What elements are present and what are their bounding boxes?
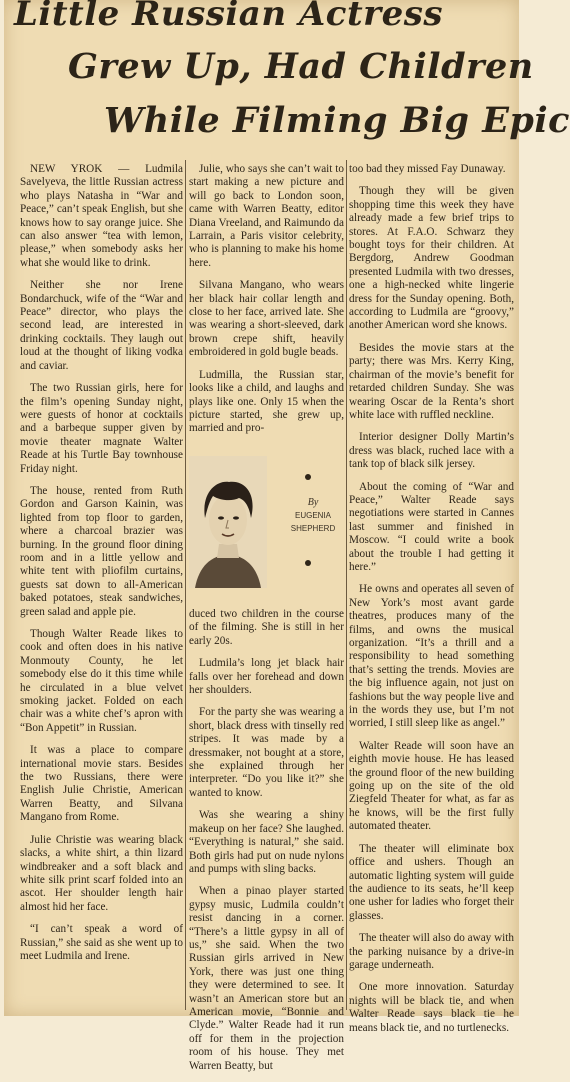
column-rule — [185, 160, 186, 1010]
paragraph: He owns and operates all seven of New York’s most avant garde theatres, produces many of the films, and owns the musical organization. “It’s a thrill and a responsibility to head something that’s setting the trends. Movies are the big influence again, not just on fashions but the way people live and in the words they use, but I’m not worried, I still sleep like as angel.” — [349, 583, 514, 730]
byline-name-first: EUGENIA — [294, 511, 331, 520]
paragraph: Julie Christie was wearing black slacks, a white shirt, a thin lizard windbreaker and a soft black and white silk print scarf folded into an ascot. Her shoulder length hair almost hid her face. — [20, 833, 183, 913]
headline-line-3: While Filming Big Epic — [104, 100, 570, 141]
article-column-3 — [349, 163, 514, 1044]
headline-line-2: Grew Up, Had Children — [68, 46, 534, 87]
paragraph: Ludmilla, the Russian star, looks like a child, and laughs and plays like one. Only 15 when the picture started, she grew up, married and pro- — [189, 368, 344, 435]
byline-name-last: SHEPHERD — [290, 524, 336, 533]
bullet-dot — [305, 474, 311, 480]
paragraph: Walter Reade will soon have an eighth movie house. He has leased the ground floor of the new building going up on the site of the old Ziegfeld Theater for what, as far as he knows, will be the first fully automated theater. — [349, 739, 514, 833]
paragraph: NEW YROK — Ludmila Savelyeva, the little Russian actress who plays Natasha in “War and Peace,” can’t speak English, but she knows how to say orange juice. She can also answer “tea with lemon, please,” when somebody asks her what she would like to drink. — [20, 163, 183, 269]
paragraph: Was she wearing a shiny makeup on her face? She laughed. “Everything is natural,” she said. Both girls had put on nude nylons and pumps with sling backs. — [189, 809, 344, 875]
article-column-2-top — [189, 163, 344, 445]
article-column-2-bottom — [189, 608, 344, 1082]
paragraph: Though they will be given shopping time this week they have already made a few brief trips to stores. At F.A.O. Schwarz they bought toys for their children. At Bergdorg, Andrew Goodman presented Ludmila with two dresses, one a high-necked white lingerie dress for the Sunday opening. Both, according to Ludmila are “groovy,” another American word she knows. — [349, 185, 514, 332]
paragraph: Julie, who says she can’t wait to start making a new picture and will go back to London soon, came with Warren Beatty, editor Diana Vreeland, and Raimundo da Larrain, a Paris visitor celebrity, who is planning to make his home here. — [189, 163, 344, 269]
paragraph: too bad they missed Fay Dunaway. — [349, 163, 506, 175]
paragraph: Though Walter Reade likes to cook and often does in his native Monmouty County, he let somebody else do it this time while he circulated in a blue velvet smoking jacket. Folded on each chair was a white chef’s apron with “Bon Appetit” in Russian. — [20, 628, 183, 734]
column-rule — [346, 160, 347, 1010]
paragraph: Neither she nor Irene Bondarchuck, wife of the “War and Peace” director, who plays the second lead, are interested in drinking cocktails. They laugh out loud at the thought of liking vodka and caviar. — [20, 279, 183, 372]
paragraph: The theater will also do away with the parking nuisance by a drive-in garage underneath. — [349, 932, 514, 971]
paragraph: “I can’t speak a word of Russian,” she said as she went up to meet Ludmila and Irene. — [20, 923, 183, 962]
author-portrait — [189, 456, 267, 588]
bullet-dot — [305, 560, 311, 566]
paragraph: The house, rented from Ruth Gordon and Garson Kainin, was lighted from top floor to garden, where a charcoal brazier was burning. In the ground floor dining room and in a little yellow and white tent with pliofilm curtains, guests sat down to all-American baked potatoes, steak sandwiches, green salad and apple pie. — [20, 484, 183, 618]
paragraph: Silvana Mangano, who wears her black hair collar length and close to her face, arrived late. She was wearing a short-sleeved, dark brown crepe shift, heavily embroidered in gold bugle beads. — [189, 279, 344, 359]
paragraph: One more innovation. Saturday nights will be black tie, and when Walter Reade says black tie he means black tie, and no turtlenecks. — [349, 981, 514, 1034]
paragraph: duced two children in the course of the filming. She is still in her early 20s. — [189, 608, 344, 647]
paragraph: It was a place to compare international movie stars. Besides the two Russians, there were English Julie Christie, American Warren Beatty, and Silvana Mangano from Rome. — [20, 744, 183, 824]
author-photo-box — [189, 456, 344, 588]
newspaper-clipping — [4, 0, 570, 1072]
paragraph: The two Russian girls, here for the film’s opening Sunday night, were guests of honor at cocktails and a barbeque supper given by movie theater magnate Walter Reade at his Turtle Bay townhouse Friday night. — [20, 382, 183, 475]
headline-line-1: Little Russian Actress — [14, 0, 443, 34]
article-column-1 — [20, 163, 183, 972]
byline-by: By — [307, 497, 319, 508]
paragraph: When a pinao player started gypsy music, Ludmila couldn’t resist dancing in a corner. “There’s a little gypsy in all of us,” she said. When the two Russian girls arrived in New York, there was just one thing they were determined to see. It wasn’t an American store but an American movie, “Bonnie and Clyde.” Walter Reade had it run off for them in the projection room of his house. They met Warren Beatty, but — [189, 885, 344, 1072]
byline — [285, 496, 341, 535]
paragraph: About the coming of “War and Peace,” Walter Reade says negotiations were started in Cannes last summer and finished in Moscow. “I could write a book about the trouble I had getting it here.” — [349, 480, 514, 573]
paragraph: The theater will eliminate box office and ushers. Though an automatic lighting system will guide the audience to its seats, he’ll keep one usher for ladies who forget their glasses. — [349, 842, 514, 922]
paragraph: Ludmila’s long jet black hair falls over her forehead and down her shoulders. — [189, 657, 344, 697]
paragraph: For the party she was wearing a short, black dress with tinselly red stripes. It was made by a dressmaker, not bought at a store, she explained through her interpreter. “Do you like it?” she wanted to know. — [189, 706, 344, 799]
paragraph: Interior designer Dolly Martin’s dress was black, ruched lace with a tank top of black silk jersey. — [349, 431, 514, 471]
paragraph: Besides the movie stars at the party; there was Mrs. Kerry King, chairman of the movie’s benefit for retarded children Sunday. She was wearing Oscar de la Renta’s short white lace with ruffled neckline. — [349, 341, 514, 421]
